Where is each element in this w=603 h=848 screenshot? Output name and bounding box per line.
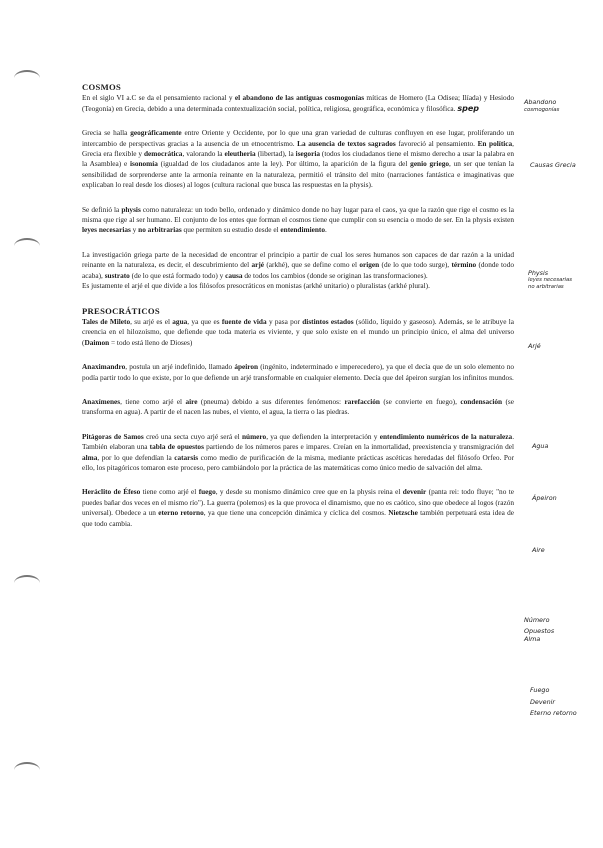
text-bold: Anaxímenes bbox=[82, 396, 121, 406]
text-bold: Tales de Mileto bbox=[82, 316, 131, 326]
margin-note-line: Eterno retorno bbox=[530, 709, 577, 717]
margin-note-line: Opuestos bbox=[524, 627, 555, 635]
text: (de lo que está formado todo) y bbox=[129, 270, 226, 280]
margin-note-numero bbox=[524, 616, 596, 643]
text-bold: eterno retorno bbox=[158, 508, 204, 518]
text-bold: democrática bbox=[143, 149, 183, 159]
text-bold: origen bbox=[359, 260, 380, 270]
text: La investigación griega parte de la necesidad de encontrar el principio a partir de cual los seres humanos son capaces de dar razón a la unidad reinante en la naturaleza, es decir, el descubrimiento del bbox=[82, 249, 514, 270]
text: Es justamente el arjé el que divide a los filósofos presocráticos en monistas (arkhé unitario) o pluralistas (arkhé plural). bbox=[82, 281, 430, 291]
text: (de lo que todo surge), bbox=[379, 260, 452, 270]
text: míticas de Homero (La Odisea; Ilíada) y Hesiodo (Teogonía) en Grecia, debido a una determinada contextualización social, política, religiosa, geográfica, económica y filosófica. bbox=[82, 93, 514, 113]
text: (todos los ciudadanos tiene el mismo derecho a usar la palabra en la Asamblea) e bbox=[82, 149, 514, 169]
text: (libertad), la bbox=[255, 149, 296, 159]
binder-hole bbox=[14, 762, 40, 778]
text-bold: eleutheria bbox=[224, 149, 256, 159]
text-bold: causa bbox=[225, 270, 243, 280]
text-bold: Daimon bbox=[84, 337, 110, 347]
text: . También elaboran una bbox=[82, 431, 515, 452]
text: (ingénito, indeterminado e imperecedero), ya que el decía que de un solo elemento no podía partir todo lo que existe, por lo que defiende un arjé transformable en cualquier elemento. Decía que del ápeiron surgían los infinitos mundos. bbox=[82, 362, 514, 382]
margin-note-line: cosmogonías bbox=[524, 107, 560, 113]
margin-note-physis bbox=[528, 270, 600, 291]
section-title-presocraticos: PRESOCRÁTICOS bbox=[82, 305, 160, 316]
text-bold: no arbitrarias bbox=[138, 225, 182, 235]
text: también perpetuará esta idea de que todo cambia. bbox=[82, 508, 515, 528]
text-bold: el abandono de las antiguas cosmogonías bbox=[234, 93, 365, 103]
binder-hole bbox=[14, 238, 40, 254]
text-bold: fuente de vida bbox=[221, 316, 267, 326]
text-bold: aire bbox=[185, 396, 198, 406]
text-bold: La ausencia de textos sagrados bbox=[297, 138, 396, 148]
text-bold: devenir bbox=[402, 487, 427, 497]
margin-note-arje bbox=[528, 342, 600, 350]
text-bold: Pitágoras de Samos bbox=[82, 431, 144, 441]
text: , y desde su monismo dinámico cree que en la physis reina el bbox=[215, 487, 403, 497]
margin-note-agua bbox=[532, 442, 603, 450]
binder-hole bbox=[14, 70, 40, 86]
text-bold: número bbox=[241, 431, 267, 441]
text-bold: condensación bbox=[460, 396, 503, 406]
text-bold: catarsis bbox=[174, 452, 199, 462]
text-bold: fuego bbox=[198, 487, 216, 497]
text: Se definió la bbox=[82, 204, 122, 214]
margin-note-line: Causas Grecia bbox=[530, 161, 576, 169]
text-bold: Heráclito de Éfeso bbox=[82, 487, 141, 497]
text: que permiten su estudio desde el bbox=[181, 225, 281, 235]
text: (igualdad de los ciudadanos ante la ley). Por último, la aparición de la figura del bbox=[157, 159, 411, 169]
text: , por lo que defendían la bbox=[97, 452, 175, 462]
text: creó una secta cuyo arjé será el bbox=[143, 431, 242, 441]
paragraph-arje bbox=[82, 250, 514, 292]
paragraph-physis bbox=[82, 205, 514, 236]
text: , ya que defienden la interpretación y bbox=[266, 431, 380, 441]
text: (donde todo acaba), bbox=[82, 260, 515, 280]
text: , Grecia era flexible y bbox=[82, 138, 514, 159]
text-bold: sustrato bbox=[104, 270, 130, 280]
text: de todos los cambios (donde se originan las transformaciones). bbox=[242, 270, 428, 280]
text: (sólido, líquido y gaseoso). Además, se le atribuye la creencia en el hilozoísmo, que defiende que toda materia es viviente, y que solo existe en el mundo un principio único, el alma del universo ( bbox=[82, 316, 515, 347]
text: (panta rei: todo fluye; "no te puedes bañar dos veces en el mismo río"). La guerra (polemos) es la que provoca el dinamismo, que no es caótico, sino que obedece al logos (razón universal). Obedece a un bbox=[82, 487, 514, 518]
text-bold: Anaximandro bbox=[82, 362, 126, 372]
paragraph-tales bbox=[82, 317, 514, 348]
text-bold: tabla de opuestos bbox=[149, 442, 204, 452]
text: , tiene como arjé el bbox=[120, 396, 186, 406]
margin-note-line: no arbitrarias bbox=[528, 284, 564, 290]
text-bold: entendimiento bbox=[280, 225, 325, 235]
margin-note-line: Número bbox=[524, 616, 550, 624]
text: , ya que tiene una concepción dinámica y cíclica del cosmos. bbox=[203, 508, 389, 518]
margin-note-line: Aire bbox=[532, 546, 545, 554]
section-title-cosmos: COSMOS bbox=[82, 82, 122, 92]
paragraph-heraclito bbox=[82, 487, 514, 529]
margin-note-line: Agua bbox=[532, 442, 549, 450]
text: (pneuma) debido a sus diferentes fenómenos: bbox=[197, 396, 345, 406]
text: , valorando la bbox=[182, 149, 225, 159]
margin-note-abandono bbox=[524, 98, 596, 114]
text: tiene como arjé el bbox=[140, 487, 199, 497]
margin-note-line: Devenir bbox=[530, 698, 556, 706]
text-bold: distintos estados bbox=[302, 316, 354, 326]
paragraph-cosmogonias bbox=[82, 93, 514, 114]
text: Grecia se halla bbox=[82, 128, 131, 138]
text-bold: rarefacción bbox=[344, 396, 380, 406]
text-bold: alma bbox=[82, 452, 98, 462]
margin-note-line: Alma bbox=[524, 635, 541, 643]
text-bold: geográficamente bbox=[130, 128, 182, 138]
text: como medio de purificación de la misma, mediante prácticas ascéticas heredadas del filósofo Orfeo. Por ello, los pitagóricos tomaron este proceso, pero cambiándolo por la práctica de las matemáticas como único medio de salvación del alma. bbox=[82, 452, 514, 472]
text-bold: arjé bbox=[251, 260, 265, 270]
handwritten-note: spep bbox=[457, 103, 479, 113]
text: (arkhé), que se define como el bbox=[264, 260, 360, 270]
text: favoreció al pensamiento. bbox=[395, 138, 478, 148]
paragraph-grecia bbox=[82, 128, 514, 190]
text: , un ser que tenían la sensibilidad de sorprenderse ante la armonía reinante en la naturaleza, permitió el tránsito del mito (narraciones fantástica e imaginativas que explicaban lo real desde los dioses) al logos (cultura racional que busca las respuestas en la physis). bbox=[82, 159, 514, 190]
document-body bbox=[82, 82, 514, 543]
margin-note-line: Physis bbox=[528, 269, 549, 277]
margin-note-line: Arjé bbox=[528, 342, 541, 350]
text-bold: término bbox=[451, 260, 477, 270]
margin-note-line: Ápeiron bbox=[532, 494, 557, 502]
text: (se convierte en fuego), bbox=[379, 396, 461, 406]
text: , ya que es bbox=[187, 316, 222, 326]
text-bold: entendimiento numéricos de la naturaleza bbox=[379, 431, 513, 441]
text: = todo está lleno de Dioses) bbox=[109, 337, 193, 347]
text: En el siglo VI a.C se da el pensamiento racional y bbox=[82, 93, 235, 103]
margin-note-line: leyes necesarias bbox=[528, 277, 573, 283]
paragraph-anaximenes bbox=[82, 397, 514, 418]
margin-note-line: Abandono bbox=[524, 98, 557, 106]
text: partiendo de los números pares e impares. Creían en la inmortalidad, preexistencia y transmigración del bbox=[203, 442, 514, 452]
text-bold: genio griego bbox=[410, 159, 449, 169]
text: entre Oriente y Occidente, por lo que una gran variedad de culturas confluyen en ese lugar, proliferando un intercambio de perspectivas gracias a la ausencia de un etnocentrismo. bbox=[82, 128, 514, 148]
text: , postula un arjé indefinido, llamado bbox=[125, 362, 235, 372]
text-bold: En política bbox=[477, 138, 513, 148]
text-bold: Nietzsche bbox=[388, 508, 418, 518]
text-bold: isegoria bbox=[295, 149, 320, 159]
text: (se transforma en agua). A partir de el nacen las nubes, el viento, el agua, la tierra o las piedras. bbox=[82, 396, 514, 417]
margin-note-aire bbox=[532, 546, 603, 554]
margin-note-apeiron bbox=[532, 494, 603, 502]
text: como naturaleza: un todo bello, ordenado y dinámico donde no hay lugar para el caos, ya que la razón que rige el cosmo es la misma que rige al ser humano. El conjunto de los entes que forman el cosmos tiene que cumplir con su esencia o modo de ser. En la physis existen bbox=[82, 204, 514, 225]
margin-note-fuego bbox=[530, 686, 602, 717]
text: y pasa por bbox=[266, 316, 303, 326]
margin-note-line: Fuego bbox=[530, 686, 550, 694]
text-bold: leyes necesarias bbox=[82, 225, 131, 235]
text-bold: physis bbox=[121, 204, 141, 214]
text: , su arjé es el bbox=[130, 316, 173, 326]
binder-hole bbox=[14, 575, 40, 591]
paragraph-pitagoras bbox=[82, 432, 514, 474]
text-bold: isonomía bbox=[129, 159, 158, 169]
text: . bbox=[325, 225, 327, 235]
text-bold: agua bbox=[172, 316, 188, 326]
text: y bbox=[130, 225, 139, 235]
paragraph-anaximandro bbox=[82, 362, 514, 383]
margin-note-causas bbox=[530, 161, 602, 169]
text-bold: ápeiron bbox=[234, 362, 259, 372]
